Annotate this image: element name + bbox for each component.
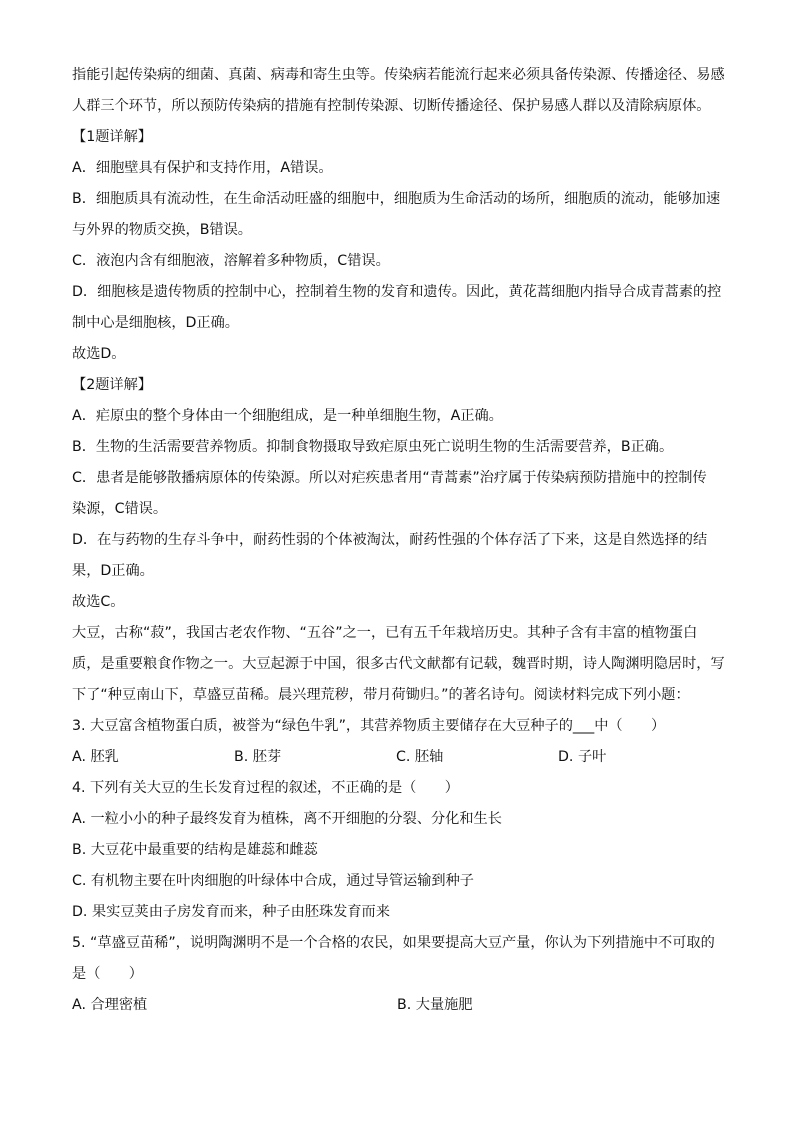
- option-b: B. 胚芽: [234, 749, 282, 765]
- option-a: A. 胚乳: [72, 749, 119, 765]
- text-line: 染源，C错误。: [72, 501, 168, 517]
- question-3-stem: 3. 大豆富含植物蛋白质，被誉为“绿色牛乳”，其营养物质主要储存在大豆种子的___中（ ）: [72, 718, 666, 734]
- text-line: 与外界的物质交换，B错误。: [72, 222, 252, 238]
- text-line: B．细胞质具有流动性，在生命活动旺盛的细胞中，细胞质为生命活动的场所，细胞质的流动，能够加速: [72, 191, 721, 207]
- option-b: B. 大量施肥: [397, 997, 473, 1013]
- text-line: D．在与药物的生存斗争中，耐药性弱的个体被淘汰，耐药性强的个体存活了下来，这是自然选择的结: [72, 532, 708, 548]
- text-line: A．疟原虫的整个身体由一个细胞组成，是一种单细胞生物，A正确。: [72, 408, 503, 424]
- option-a: A. 合理密植: [72, 997, 148, 1013]
- answer-line: 故选C。: [72, 594, 125, 610]
- question-4-option-d: D. 果实豆荚由子房发育而来，种子由胚珠发育而来: [72, 904, 390, 920]
- text-line: 指能引起传染病的细菌、真菌、病毒和寄生虫等。传染病若能流行起来必须具备传染源、传播途径、易感: [72, 67, 725, 83]
- text-line: B．生物的生活需要营养物质。抑制食物摄取导致疟原虫死亡说明生物的生活需要营养，B正确。: [72, 439, 674, 455]
- text-line: C．患者是能够散播病原体的传染源。所以对疟疾患者用“青蒿素”治疗属于传染病预防措施中的控制传: [72, 470, 707, 486]
- text-line: 人群三个环节，所以预防传染病的措施有控制传染源、切断传播途径、保护易感人群以及清除病原体。: [72, 98, 711, 114]
- option-d: D. 子叶: [558, 749, 607, 765]
- reading-material-line: 大豆，古称“菽”，我国古老农作物、“五谷”之一，已有五千年栽培历史。其种子含有丰富的植物蛋白: [72, 625, 698, 641]
- section-heading-q1: 【1题详解】: [72, 129, 152, 145]
- text-line: 果，D正确。: [72, 563, 154, 579]
- answer-line: 故选D。: [72, 346, 126, 362]
- section-heading-q2: 【2题详解】: [72, 377, 152, 393]
- question-4-option-a: A. 一粒小小的种子最终发育为植株，离不开细胞的分裂、分化和生长: [72, 811, 502, 827]
- question-5-stem: 5. “草盛豆苗稀”，说明陶渊明不是一个合格的农民，如果要提高大豆产量，你认为下列措施中不可取的: [72, 935, 715, 951]
- question-3-options: [72, 742, 722, 773]
- document-page: [72, 60, 725, 1021]
- reading-material-line: 质，是重要粮食作物之一。大豆起源于中国，很多古代文献都有记载，魏晋时期，诗人陶渊明隐居时，写: [72, 656, 725, 672]
- question-5-options: [72, 990, 722, 1021]
- option-c: C. 胚轴: [396, 749, 444, 765]
- question-5-stem-cont: 是（ ）: [72, 966, 143, 982]
- reading-material-line: 下了“种豆南山下，草盛豆苗稀。晨兴理荒秽，带月荷锄归。”的著名诗句。阅读材料完成下列小题：: [72, 687, 690, 703]
- text-line: C．液泡内含有细胞液，溶解着多种物质，C错误。: [72, 253, 390, 269]
- text-line: A．细胞壁具有保护和支持作用，A错误。: [72, 160, 333, 176]
- question-4-option-b: B. 大豆花中最重要的结构是雄蕊和雌蕊: [72, 842, 318, 858]
- text-line: 制中心是细胞核，D正确。: [72, 315, 239, 331]
- question-4-option-c: C. 有机物主要在叶肉细胞的叶绿体中合成，通过导管运输到种子: [72, 873, 474, 889]
- text-line: D．细胞核是遗传物质的控制中心，控制着生物的发育和遗传。因此，黄花蒿细胞内指导合成青蒿素的控: [72, 284, 722, 300]
- question-4-stem: 4. 下列有关大豆的生长发育过程的叙述，不正确的是（ ）: [72, 780, 459, 796]
